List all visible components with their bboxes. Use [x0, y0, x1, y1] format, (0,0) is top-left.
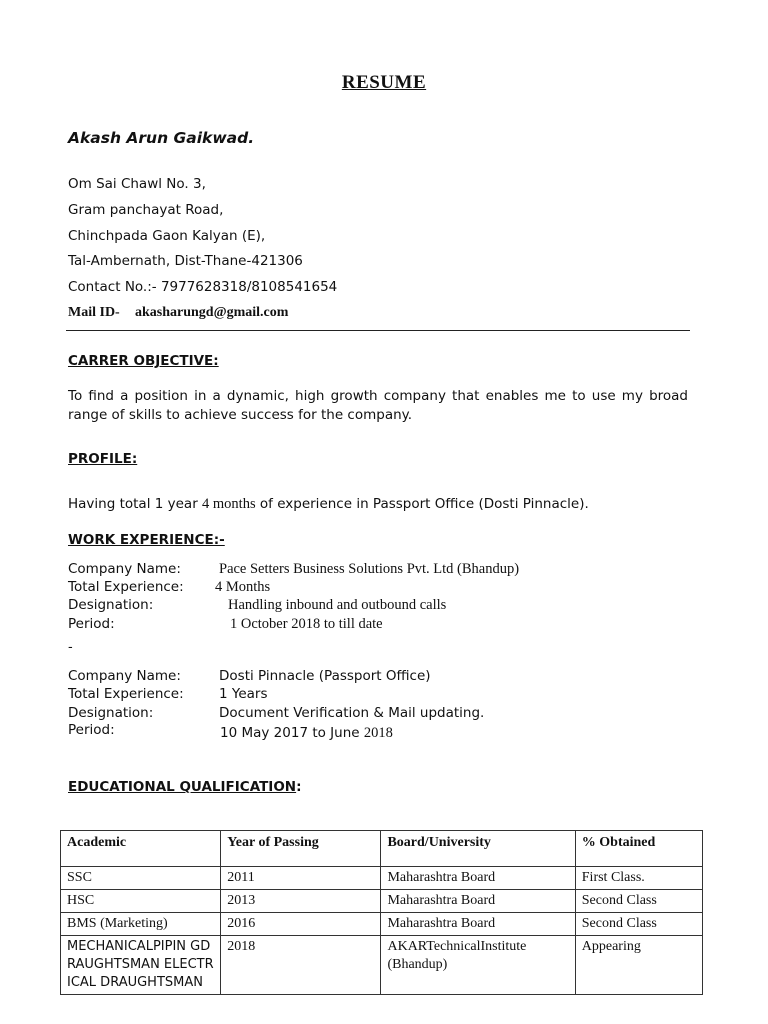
- objective-heading: CARRER OBJECTIVE:: [68, 353, 219, 369]
- job2-total-label: Total Experience:: [68, 686, 184, 702]
- job2-designation-label: Designation:: [68, 705, 154, 721]
- table-cell: Maharashtra Board: [381, 913, 575, 936]
- job2-company-label: Company Name:: [68, 668, 181, 684]
- table-cell: 2011: [221, 867, 381, 890]
- column-header-board: Board/University: [381, 831, 575, 867]
- table-cell: BMS (Marketing): [61, 913, 221, 936]
- mail-address: akasharungd@gmail.com: [135, 305, 289, 320]
- job1-period-label: Period:: [68, 616, 115, 632]
- job2-designation: Document Verification & Mail updating.: [219, 705, 485, 721]
- table-row: [61, 890, 703, 913]
- profile-text: [68, 496, 589, 513]
- education-heading: [68, 779, 302, 795]
- table-cell: First Class.: [575, 867, 702, 890]
- table-cell: Second Class: [575, 913, 702, 936]
- table-cell: Second Class: [575, 890, 702, 913]
- address-line-1: Om Sai Chawl No. 3,: [68, 176, 206, 192]
- job2-period-label: Period:: [68, 722, 115, 738]
- job2-period-part-1: 10 May 2017 to June: [220, 725, 364, 741]
- table-cell: Maharashtra Board: [381, 867, 575, 890]
- column-header-year: Year of Passing: [221, 831, 381, 867]
- table-cell: 2016: [221, 913, 381, 936]
- job1-designation-label: Designation:: [68, 597, 154, 613]
- job1-company: Pace Setters Business Solutions Pvt. Ltd (Bhandup): [219, 561, 520, 577]
- column-header-obtained: % Obtained: [575, 831, 702, 867]
- work-heading: WORK EXPERIENCE:-: [68, 532, 225, 548]
- address-line-2: Gram panchayat Road,: [68, 202, 224, 218]
- table-header-row: [61, 831, 703, 867]
- job1-designation: Handling inbound and outbound calls: [228, 597, 447, 613]
- table-cell: SSC: [61, 867, 221, 890]
- table-cell: Maharashtra Board: [381, 890, 575, 913]
- column-header-academic: Academic: [61, 831, 221, 867]
- table-cell: 2013: [221, 890, 381, 913]
- job-separator: -: [68, 640, 73, 655]
- resume-title: RESUME: [341, 72, 427, 93]
- table-row: [61, 936, 703, 995]
- job1-total: 4 Months: [215, 579, 271, 595]
- table-cell: Appearing: [575, 936, 702, 995]
- profile-heading: PROFILE:: [68, 451, 138, 467]
- profile-text-part-3: of experience in Passport Office (Dosti Pinnacle).: [255, 496, 589, 512]
- job2-company: Dosti Pinnacle (Passport Office): [219, 668, 431, 684]
- job2-total: 1 Years: [219, 686, 268, 702]
- table-cell: AKARTechnicalInstitute (Bhandup): [381, 936, 575, 995]
- profile-text-part-2: 4 months: [202, 496, 256, 512]
- address-line-3: Chinchpada Gaon Kalyan (E),: [68, 228, 266, 244]
- job2-period: [220, 722, 393, 742]
- candidate-name: Akash Arun Gaikwad.: [68, 129, 255, 147]
- mail-label: Mail ID-: [68, 305, 120, 320]
- header-divider: [66, 330, 690, 331]
- job2-period-part-2: 2018: [363, 725, 393, 741]
- table-cell: MECHANICALPIPIN GDRAUGHTSMAN ELECTRICAL DRAUGHTSMAN: [61, 936, 221, 995]
- table-row: [61, 867, 703, 890]
- table-row: [61, 913, 703, 936]
- education-table: [60, 830, 703, 995]
- profile-text-part-1: Having total 1 year: [68, 496, 203, 512]
- table-cell: 2018: [221, 936, 381, 995]
- job1-period: 1 October 2018 to till date: [230, 616, 383, 632]
- education-heading-text: EDUCATIONAL QUALIFICATION: [68, 779, 297, 795]
- job1-total-label: Total Experience:: [68, 579, 184, 595]
- table-cell: HSC: [61, 890, 221, 913]
- address-line-4: Tal-Ambernath, Dist-Thane-421306: [68, 253, 303, 269]
- contact-number: Contact No.:- 7977628318/8108541654: [68, 279, 338, 295]
- education-heading-colon: :: [296, 779, 302, 795]
- objective-text: To find a position in a dynamic, high growth company that enables me to use my broad range of skills to achieve success for the company.: [68, 388, 688, 423]
- job1-company-label: Company Name:: [68, 561, 181, 577]
